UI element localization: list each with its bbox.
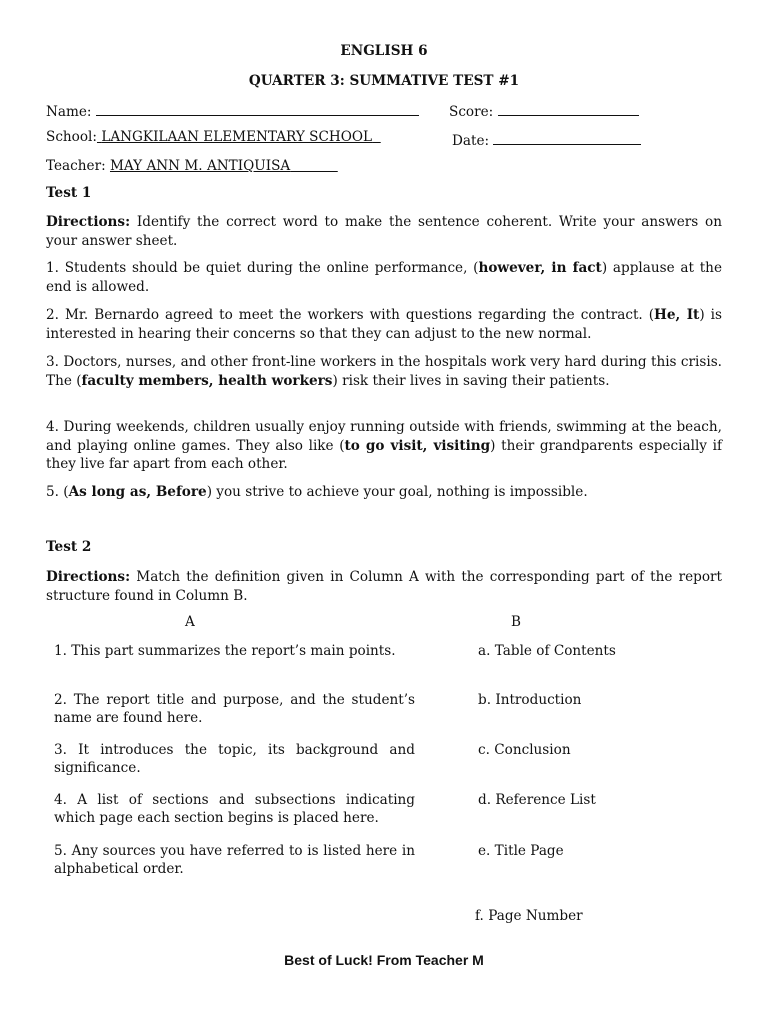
school-field — [46, 129, 381, 145]
choice-options: He, It — [654, 307, 700, 323]
test1-heading: Test 1 — [46, 185, 92, 201]
column-a-item-3: 3. It introduces the topic, its background and significance. — [54, 742, 415, 776]
school-value: LANGKILAAN ELEMENTARY SCHOOL — [101, 129, 373, 145]
teacher-value: MAY ANN M. ANTIQUISA — [109, 158, 291, 174]
closing-message: Best of Luck! From Teacher M — [284, 952, 484, 968]
column-a-header: A — [185, 614, 195, 630]
column-b-item-b: b. Introduction — [478, 692, 582, 708]
test1-item-4: 4. During weekends, children usually enjoy running outside with friends, swimming at the beach, and playing online games. They also like (to go visit, visiting) their grandparents especially if they live far apart from each other. — [46, 419, 722, 472]
score-line — [498, 100, 639, 116]
teacher-label: Teacher: — [46, 158, 106, 174]
test1-directions — [46, 213, 722, 250]
date-line — [493, 129, 641, 145]
column-b-item-f: f. Page Number — [475, 908, 583, 924]
column-a-item-5: 5. Any sources you have referred to is listed here in alphabetical order. — [54, 843, 415, 877]
column-b-item-a: a. Table of Contents — [478, 643, 616, 659]
test1-item-3: 3. Doctors, nurses, and other front-line workers in the hospitals work very hard during this crisis. The (faculty members, health workers) risk their lives in saving their patients. — [46, 354, 722, 389]
name-field — [46, 100, 419, 120]
column-b-header: B — [511, 614, 521, 630]
column-a-item-1: 1. This part summarizes the report’s main points. — [54, 643, 396, 659]
column-b-item-c: c. Conclusion — [478, 742, 571, 758]
date-field — [452, 129, 641, 149]
choice-options: As long as, Before — [68, 484, 207, 500]
subject-title: ENGLISH 6 — [340, 43, 428, 59]
column-b-item-d: d. Reference List — [478, 792, 596, 808]
test1-directions-label: Directions: — [46, 214, 131, 230]
test2-heading: Test 2 — [46, 539, 92, 555]
school-label: School: — [46, 129, 97, 145]
test2-directions-label: Directions: — [46, 569, 131, 585]
test1-item-1: 1. Students should be quiet during the online performance, (however, in fact) applause at the end is allowed. — [46, 260, 722, 295]
column-b-item-e: e. Title Page — [478, 843, 564, 859]
choice-options: to go visit, visiting — [344, 437, 491, 454]
test2-directions-text: Match the definition given in Column A with the corresponding part of the report structure found in Column B. — [46, 569, 722, 604]
test1-item-2: 2. Mr. Bernardo agreed to meet the workers with questions regarding the contract. (He, It) is interested in hearing their concerns so that they can adjust to the new normal. — [46, 307, 722, 342]
column-a-item-4: 4. A list of sections and subsections indicating which page each section begins is placed here. — [54, 792, 415, 826]
test-title: QUARTER 3: SUMMATIVE TEST #1 — [248, 73, 520, 89]
column-a-item-2: 2. The report title and purpose, and the student’s name are found here. — [54, 692, 415, 726]
name-label: Name: — [46, 104, 92, 120]
date-label: Date: — [452, 133, 490, 149]
teacher-field — [46, 158, 338, 174]
score-field — [449, 100, 639, 120]
score-label: Score: — [449, 104, 494, 120]
choice-options: faculty members, health workers — [81, 372, 333, 389]
test1-directions-text: Identify the correct word to make the sentence coherent. Write your answers on your answer sheet. — [46, 214, 722, 249]
name-line — [96, 100, 419, 116]
test2-directions — [46, 568, 722, 605]
test1-item-5: 5. (As long as, Before) you strive to achieve your goal, nothing is impossible. — [46, 484, 588, 500]
choice-options: however, in fact — [478, 260, 602, 276]
